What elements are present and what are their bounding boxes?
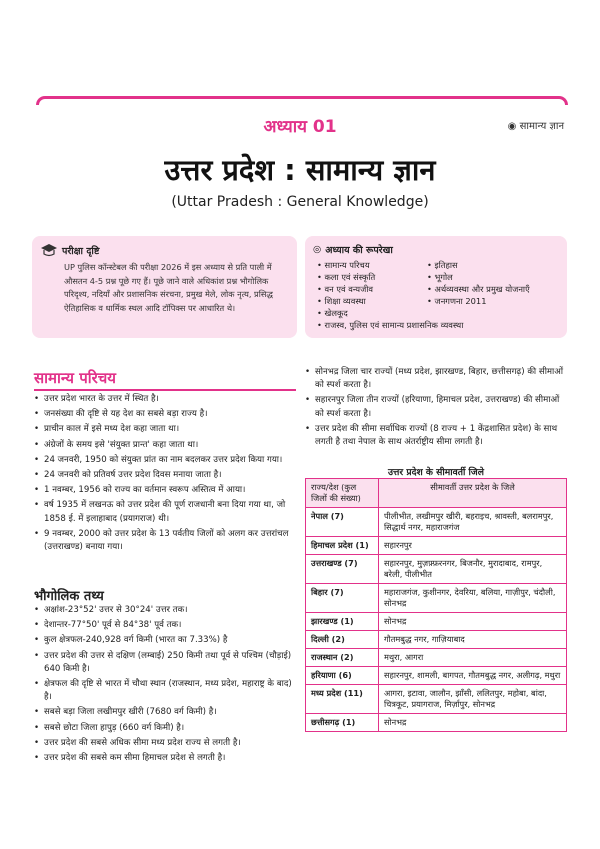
outline-item: • भूगोल [427,271,557,283]
graduation-cap-icon [40,243,58,257]
districts-cell: पीलीभीत, लखीमपुर खीरी, बहराइच, श्रावस्ती, बलरामपुर, सिद्धार्थ नगर, महाराजगंज [379,508,567,537]
list-item: • उत्तर प्रदेश भारत के उत्तर में स्थित है। [34,393,298,406]
border-facts-list [305,366,567,451]
state-cell: उत्तराखण्ड (7) [306,555,379,584]
districts-cell: सोनभद्र [379,613,567,631]
state-cell: मध्य प्रदेश (11) [306,685,379,714]
table-row [306,537,567,555]
list-item: • सबसे बड़ा जिला लखीमपुर खीरी (7680 वर्ग किमी) है। [34,706,298,719]
outline-item: • वन एवं वन्यजीव [317,283,427,295]
table-row [306,555,567,584]
state-cell: बिहार (7) [306,584,379,613]
list-item: • 1 नवम्बर, 1956 को राज्य का वर्तमान स्वरूप अस्तित्व में आया। [34,484,298,497]
exam-heading-text: परीक्षा दृष्टि [62,245,100,257]
table-row [306,649,567,667]
districts-cell: सोनभद्र [379,714,567,732]
list-item: • 24 जनवरी को प्रतिवर्ष उत्तर प्रदेश दिवस मनाया जाता है। [34,469,298,482]
outline-item: • इतिहास [427,259,557,271]
page-title: उत्तर प्रदेश : सामान्य ज्ञान [164,153,436,187]
outline-item: • कला एवं संस्कृति [317,271,427,283]
list-item: • देशान्तर-77°50' पूर्व से 84°38' पूर्व तक। [34,619,298,632]
table-row [306,685,567,714]
list-item: • जनसंख्या की दृष्टि से यह देश का सबसे बड़ा राज्य है। [34,408,298,421]
table-row [306,584,567,613]
subject-label [508,118,564,132]
districts-cell: महाराजगंज, कुशीनगर, देवरिया, बलिया, गाज़ीपुर, चंदौली, सोनभद्र [379,584,567,613]
target-icon: ◉ [507,121,517,132]
header-rule [36,96,568,105]
page-subtitle: (Uttar Pradesh : General Knowledge) [171,194,429,210]
chapter-label: अध्याय 01 [263,117,337,137]
list-item: • उत्तर प्रदेश की सीमा सर्वाधिक राज्यों (8 राज्य + 1 केंद्रशासित प्रदेश) के साथ लगती है तथा नेपाल के साथ अंतर्राष्ट्रीय सीमा लगती है। [305,423,567,449]
list-item: • कुल क्षेत्रफल-240,928 वर्ग किमी (भारत का 7.33%) है [34,634,298,647]
table-row [306,613,567,631]
exam-box [32,236,297,338]
outline-item: • अर्थव्यवस्था और प्रमुख योजनाएँ [427,283,557,295]
list-item: • सोनभद्र जिला चार राज्यों (मध्य प्रदेश, झारखण्ड, बिहार, छत्तीसगढ़) की सीमाओं को स्पर्श करता है। [305,366,567,392]
outline-box [305,236,567,338]
table-title: उत्तर प्रदेश के सीमावर्ती जिले [388,467,484,478]
outline-item: • खेलकूद [317,307,557,319]
target-icon: ◎ [313,244,322,255]
list-item: • वर्ष 1935 में लखनऊ को उत्तर प्रदेश की पूर्ण राजधानी बना दिया गया था, जो 1858 ई. में इलाहाबाद (प्रयागराज) थी। [34,499,298,525]
table-row [306,667,567,685]
outline-heading-text: अध्याय की रूपरेखा [325,245,393,256]
intro-heading: सामान्य परिचय [34,369,116,387]
state-cell: राजस्थान (2) [306,649,379,667]
table-row [306,508,567,537]
outline-heading [313,243,559,256]
exam-text: UP पुलिस कॉन्स्टेबल की परीक्षा 2026 में इस अध्याय से प्रति पाली में औसतन 4-5 प्रश्न पूछे गए हैं। पूछे जाने वाले अधिकांश प्रश्न भौगोलिक परिदृश्य, नदियाँ और प्रशासनिक संरचना, प्रमुख मेले, लोक नृत्य, प्रसिद्ध ऐतिहासिक व धार्मिक स्थल आदि टॉपिक्स पर आधारित थे। [64,262,273,313]
geo-list [34,604,298,767]
districts-cell: सहारनपुर [379,537,567,555]
districts-cell: आगरा, इटावा, जालौन, झाँसी, ललितपुर, महोबा, बांदा, चित्रकूट, प्रयागराज, मिर्ज़ापुर, सोनभद्र [379,685,567,714]
list-item: • उत्तर प्रदेश की सबसे अधिक सीमा मध्य प्रदेश राज्य से लगती है। [34,737,298,750]
table-row [306,714,567,732]
table-header-state: राज्य/देश (कुल जिलों की संख्या) [306,479,379,508]
outline-item: • राजस्व, पुलिस एवं सामान्य प्रशासनिक व्यवस्था [317,319,557,331]
list-item: • सबसे छोटा जिला हापुड़ (660 वर्ग किमी) है। [34,722,298,735]
list-item: • 9 नवम्बर, 2000 को उत्तर प्रदेश के 13 पर्वतीय जिलों को अलग कर उत्तरांचल (उत्तराखण्ड) बनाया गया। [34,528,298,554]
state-cell: हरियाणा (6) [306,667,379,685]
border-districts-table [305,478,567,732]
outline-item: • सामान्य परिचय [317,259,427,271]
exam-heading [40,243,289,257]
table-header-districts: सीमावर्ती उत्तर प्रदेश के जिले [379,479,567,508]
districts-cell: सहारनपुर, शामली, बागपत, गौतमबुद्ध नगर, अलीगढ़, मथुरा [379,667,567,685]
state-cell: हिमाचल प्रदेश (1) [306,537,379,555]
districts-cell: गौतमबुद्ध नगर, गाज़ियाबाद [379,631,567,649]
table-row [306,631,567,649]
state-cell: दिल्ली (2) [306,631,379,649]
subject-text: सामान्य ज्ञान [519,121,564,132]
list-item: • अक्षांश-23°52' उत्तर से 30°24' उत्तर तक। [34,604,298,617]
outline-item: • शिक्षा व्यवस्था [317,295,427,307]
state-cell: झारखण्ड (1) [306,613,379,631]
geo-heading: भौगोलिक तथ्य [34,589,104,604]
list-item: • प्राचीन काल में इसे मध्य देश कहा जाता था। [34,423,298,436]
intro-list [34,393,298,556]
state-cell: छत्तीसगढ़ (1) [306,714,379,732]
table-header-row [306,479,567,508]
list-item: • 24 जनवरी, 1950 को संयुक्त प्रांत का नाम बदलकर उत्तर प्रदेश किया गया। [34,454,298,467]
list-item: • उत्तर प्रदेश की उत्तर से दक्षिण (लम्बाई) 250 किमी तथा पूर्व से पश्चिम (चौड़ाई) 640 किमी है। [34,650,298,676]
outline-item: • जनगणना 2011 [427,295,557,307]
list-item: • उत्तर प्रदेश की सबसे कम सीमा हिमाचल प्रदेश से लगती है। [34,752,298,765]
state-cell: नेपाल (7) [306,508,379,537]
districts-cell: मथुरा, आगरा [379,649,567,667]
intro-heading-rule [34,389,296,391]
list-item: • क्षेत्रफल की दृष्टि से भारत में चौथा स्थान (राजस्थान, मध्य प्रदेश, महाराष्ट्र के बाद) है। [34,678,298,704]
list-item: • सहारनपुर जिला तीन राज्यों (हरियाणा, हिमाचल प्रदेश, उत्तराखण्ड) की सीमाओं को स्पर्श करता है। [305,394,567,420]
list-item: • अंग्रेजों के समय इसे 'संयुक्त प्रान्त' कहा जाता था। [34,439,298,452]
districts-cell: सहारनपुर, मुज़फ़्फ़रनगर, बिजनौर, मुरादाबाद, रामपुर, बरेली, पीलीभीत [379,555,567,584]
outline-list [317,259,559,331]
